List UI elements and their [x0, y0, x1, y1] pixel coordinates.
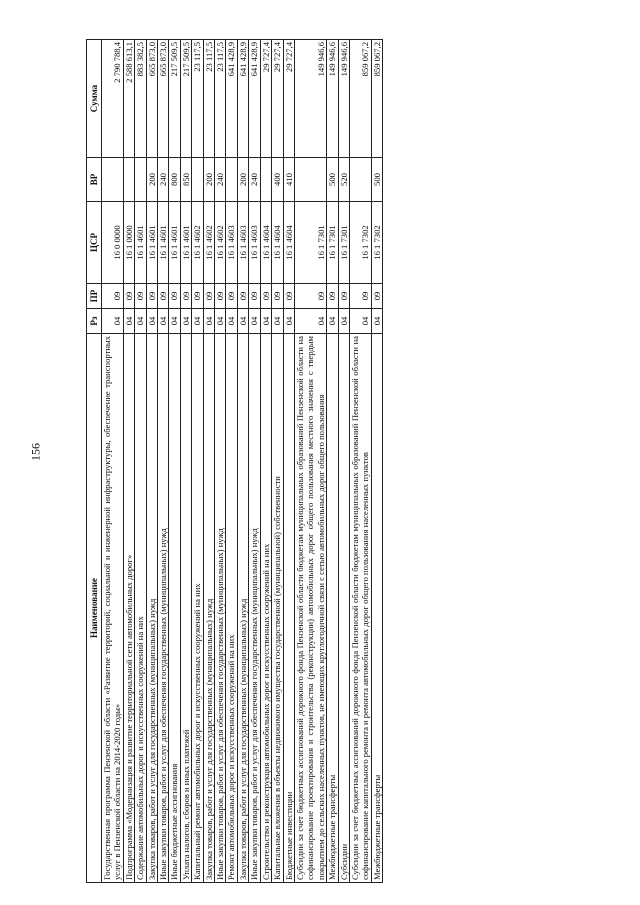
- cell-pr: 09: [294, 284, 326, 309]
- cell-sum: 29 727,4: [272, 40, 283, 158]
- cell-vr: 400: [272, 158, 283, 202]
- cell-name: Строительство и реконструкция автомобильных дорог и искусственных сооружений на них: [260, 334, 271, 883]
- cell-rz: 04: [294, 309, 326, 334]
- table-row: [338, 40, 349, 883]
- cell-pr: 09: [158, 284, 169, 309]
- cell-rz: 04: [226, 309, 237, 334]
- rotated-page-content: [86, 40, 552, 883]
- cell-sum: 859 067,2: [371, 40, 382, 158]
- cell-rz: 04: [327, 309, 338, 334]
- table-row: [135, 40, 146, 883]
- cell-pr: 09: [135, 284, 146, 309]
- cell-csr: 16 1 4602: [192, 202, 203, 284]
- header-sum: Сумма: [87, 40, 102, 158]
- cell-vr: [192, 158, 203, 202]
- cell-sum: 641 428,9: [226, 40, 237, 158]
- cell-csr: 16 1 4601: [169, 202, 180, 284]
- cell-sum: 149 946,6: [294, 40, 326, 158]
- cell-vr: 500: [327, 158, 338, 202]
- cell-vr: 200: [203, 158, 214, 202]
- cell-sum: 23 117,5: [192, 40, 203, 158]
- budget-table: [86, 39, 383, 883]
- table-row: [272, 40, 283, 883]
- cell-csr: 16 1 4603: [249, 202, 260, 284]
- table-row: [249, 40, 260, 883]
- cell-sum: 23 117,5: [215, 40, 226, 158]
- cell-pr: 09: [272, 284, 283, 309]
- table-row: [349, 40, 371, 883]
- cell-pr: 09: [349, 284, 371, 309]
- cell-rz: 04: [371, 309, 382, 334]
- table-row: [294, 40, 326, 883]
- cell-vr: [135, 158, 146, 202]
- cell-pr: 09: [180, 284, 191, 309]
- cell-vr: 500: [371, 158, 382, 202]
- cell-sum: 2 588 613,1: [123, 40, 134, 158]
- cell-csr: 16 1 4604: [272, 202, 283, 284]
- table-row: [146, 40, 157, 883]
- cell-csr: 16 1 4601: [180, 202, 191, 284]
- cell-rz: 04: [146, 309, 157, 334]
- cell-vr: 240: [249, 158, 260, 202]
- table-row: [203, 40, 214, 883]
- cell-csr: 16 1 4602: [203, 202, 214, 284]
- table-row: [260, 40, 271, 883]
- cell-sum: 641 428,9: [237, 40, 248, 158]
- cell-vr: 520: [338, 158, 349, 202]
- cell-sum: 217 509,5: [169, 40, 180, 158]
- cell-rz: 04: [135, 309, 146, 334]
- cell-rz: 04: [260, 309, 271, 334]
- header-vr: ВР: [87, 158, 102, 202]
- header-name: Наименование: [87, 334, 102, 883]
- table-row: [123, 40, 134, 883]
- cell-csr: 16 1 7301: [294, 202, 326, 284]
- cell-csr: 16 1 4601: [146, 202, 157, 284]
- cell-vr: 850: [180, 158, 191, 202]
- header-rz: Рз: [87, 309, 102, 334]
- table-header-row: [87, 40, 102, 883]
- cell-csr: 16 1 4603: [237, 202, 248, 284]
- page-number: 156: [28, 443, 43, 461]
- table-row: [327, 40, 338, 883]
- cell-name: Содержание автомобильных дорог и искусственных сооружений на них: [135, 334, 146, 883]
- cell-name: Иные закупки товаров, работ и услуг для обеспечения государственных (муниципальных) нужд: [158, 334, 169, 883]
- cell-sum: 29 727,4: [283, 40, 294, 158]
- cell-rz: 04: [102, 309, 124, 334]
- cell-pr: 09: [102, 284, 124, 309]
- cell-pr: 09: [338, 284, 349, 309]
- cell-vr: [226, 158, 237, 202]
- cell-csr: 16 1 4601: [135, 202, 146, 284]
- cell-rz: 04: [338, 309, 349, 334]
- cell-pr: 09: [249, 284, 260, 309]
- cell-name: Капитальные вложения в объекты недвижимого имущества государственной (муниципальной) собственности: [272, 334, 283, 883]
- cell-vr: 200: [237, 158, 248, 202]
- table-row: [237, 40, 248, 883]
- cell-rz: 04: [192, 309, 203, 334]
- cell-sum: 2 790 788,4: [102, 40, 124, 158]
- table-row: [169, 40, 180, 883]
- cell-csr: 16 1 4604: [283, 202, 294, 284]
- cell-csr: 16 1 4603: [226, 202, 237, 284]
- cell-vr: 800: [169, 158, 180, 202]
- cell-pr: 09: [283, 284, 294, 309]
- cell-vr: [123, 158, 134, 202]
- cell-sum: 29 727,4: [260, 40, 271, 158]
- cell-name: Государственная программа Пензенской области «Развитие территорий, социальной и инженерной инфраструктуры, обеспечение транспортных услуг в Пензенской области на 2014-2020 годы»: [102, 334, 124, 883]
- cell-sum: 217 509,5: [180, 40, 191, 158]
- cell-pr: 09: [237, 284, 248, 309]
- cell-csr: 16 1 7302: [349, 202, 371, 284]
- table-row: [371, 40, 382, 883]
- cell-csr: 16 1 7302: [371, 202, 382, 284]
- table-row: [180, 40, 191, 883]
- cell-pr: 09: [215, 284, 226, 309]
- cell-name: Закупка товаров, работ и услуг для государственных (муниципальных) нужд: [237, 334, 248, 883]
- cell-name: Субсидии: [338, 334, 349, 883]
- cell-name: Иные закупки товаров, работ и услуг для обеспечения государственных (муниципальных) нужд: [215, 334, 226, 883]
- cell-csr: 16 1 4604: [260, 202, 271, 284]
- cell-vr: [294, 158, 326, 202]
- cell-csr: 16 1 4602: [215, 202, 226, 284]
- table-row: [226, 40, 237, 883]
- cell-sum: 883 382,5: [135, 40, 146, 158]
- cell-rz: 04: [272, 309, 283, 334]
- cell-rz: 04: [169, 309, 180, 334]
- cell-rz: 04: [158, 309, 169, 334]
- cell-vr: 240: [158, 158, 169, 202]
- cell-pr: 09: [371, 284, 382, 309]
- cell-name: Закупка товаров, работ и услуг для государственных (муниципальных) нужд: [146, 334, 157, 883]
- cell-rz: 04: [283, 309, 294, 334]
- cell-sum: 149 946,6: [327, 40, 338, 158]
- cell-pr: 09: [260, 284, 271, 309]
- table-row: [158, 40, 169, 883]
- cell-vr: 240: [215, 158, 226, 202]
- cell-name: Капитальный ремонт автомобильных дорог и искусственных сооружений на них: [192, 334, 203, 883]
- cell-pr: 09: [123, 284, 134, 309]
- header-csr: ЦСР: [87, 202, 102, 284]
- cell-sum: 641 428,9: [249, 40, 260, 158]
- cell-csr: 16 1 7301: [327, 202, 338, 284]
- table-row: [192, 40, 203, 883]
- table-body: [102, 40, 383, 883]
- cell-rz: 04: [123, 309, 134, 334]
- cell-sum: 665 873,0: [158, 40, 169, 158]
- cell-pr: 09: [226, 284, 237, 309]
- cell-name: Субсидии за счет бюджетных ассигнований дорожного фонда Пензенской области бюджетам муниципальных образований Пензенской области на софинансирование проектирования и строительства (реконструкции) автомобильных дорог общего пользования местного значения с твердым покрытием до сельских населенных пунктов, не имеющих круглогодичной связи с сетью автомобильных дорог общего пользования: [294, 334, 326, 883]
- cell-csr: 16 1 7301: [338, 202, 349, 284]
- cell-csr: 16 1 4601: [158, 202, 169, 284]
- cell-name: Иные закупки товаров, работ и услуг для обеспечения государственных (муниципальных) нужд: [249, 334, 260, 883]
- cell-rz: 04: [215, 309, 226, 334]
- cell-name: Закупка товаров, работ и услуг для государственных (муниципальных) нужд: [203, 334, 214, 883]
- cell-pr: 09: [169, 284, 180, 309]
- cell-pr: 09: [327, 284, 338, 309]
- cell-vr: [102, 158, 124, 202]
- cell-rz: 04: [349, 309, 371, 334]
- cell-rz: 04: [249, 309, 260, 334]
- cell-name: Бюджетные инвестиции: [283, 334, 294, 883]
- table-row: [215, 40, 226, 883]
- cell-csr: 16 0 0000: [102, 202, 124, 284]
- cell-name: Ремонт автомобильных дорог и искусственных сооружений на них: [226, 334, 237, 883]
- cell-sum: 149 946,6: [338, 40, 349, 158]
- cell-name: Уплата налогов, сборов и иных платежей: [180, 334, 191, 883]
- cell-rz: 04: [237, 309, 248, 334]
- cell-name: Межбюджетные трансферты: [327, 334, 338, 883]
- cell-pr: 09: [192, 284, 203, 309]
- table-row: [102, 40, 124, 883]
- header-pr: ПР: [87, 284, 102, 309]
- cell-pr: 09: [203, 284, 214, 309]
- cell-vr: [260, 158, 271, 202]
- cell-name: Подпрограмма «Модернизация и развитие территориальной сети автомобильных дорог»: [123, 334, 134, 883]
- cell-vr: [349, 158, 371, 202]
- cell-sum: 859 067,2: [349, 40, 371, 158]
- cell-name: Субсидии за счет бюджетных ассигнований дорожного фонда Пензенской области бюджетам муниципальных образований Пензенской области на софинансирование капитального ремонта и ремонта автомобильных дорог общего пользования населенных пунктов: [349, 334, 371, 883]
- cell-vr: 200: [146, 158, 157, 202]
- cell-pr: 09: [146, 284, 157, 309]
- cell-name: Межбюджетные трансферты: [371, 334, 382, 883]
- cell-sum: 23 117,5: [203, 40, 214, 158]
- cell-rz: 04: [180, 309, 191, 334]
- cell-vr: 410: [283, 158, 294, 202]
- cell-sum: 665 873,0: [146, 40, 157, 158]
- cell-csr: 16 1 0000: [123, 202, 134, 284]
- table-row: [283, 40, 294, 883]
- cell-rz: 04: [203, 309, 214, 334]
- cell-name: Иные бюджетные ассигнования: [169, 334, 180, 883]
